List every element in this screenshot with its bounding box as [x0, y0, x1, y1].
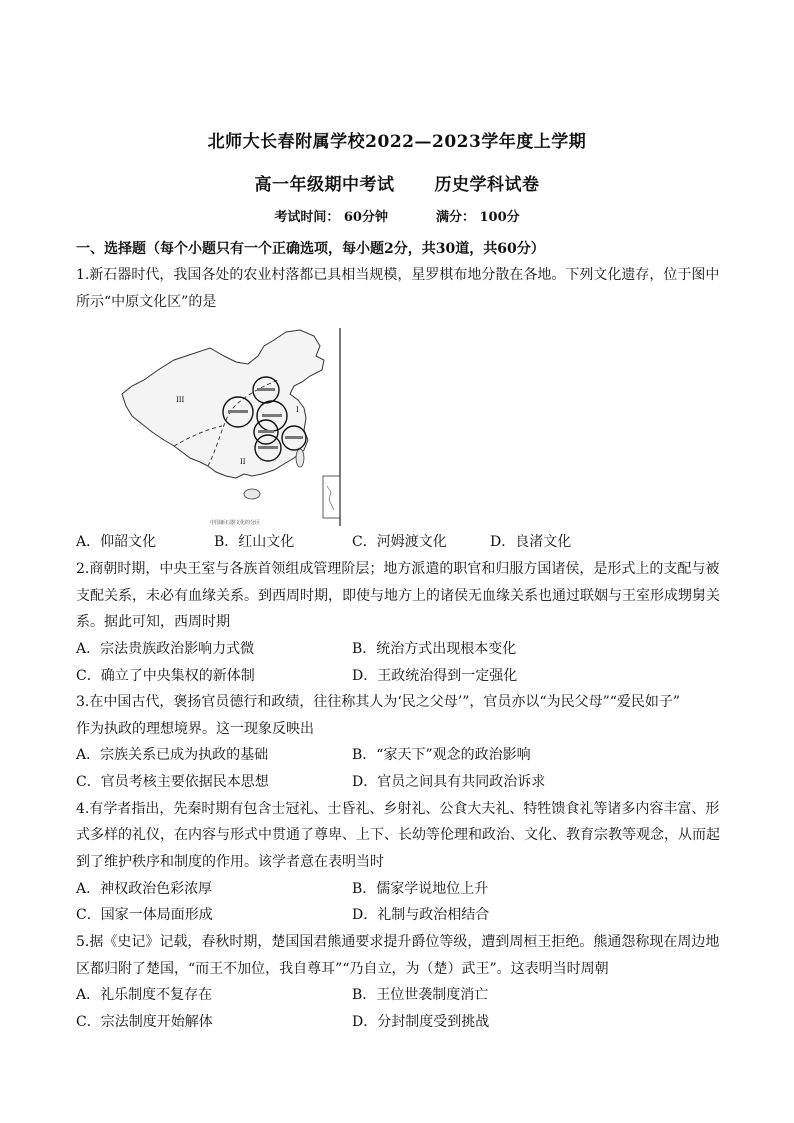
- q3-option-b[interactable]: B．“家天下”观念的政治影响: [352, 747, 531, 763]
- exam-title: 北师大长春附属学校2022—2023学年度上学期: [207, 132, 587, 152]
- grade-exam-label: 高一年级期中考试: [254, 175, 395, 195]
- q2-option-c[interactable]: C．确立了中央集权的新体制: [76, 668, 255, 684]
- q4-option-c[interactable]: C．国家一体局面形成: [76, 907, 213, 923]
- q5-option-a[interactable]: A．礼乐制度不复存在: [76, 987, 213, 1003]
- exam-subtitle: [0, 170, 794, 195]
- question-3-line-1: 3.在中国古代，褒扬官员德行和政绩，往往称其人为‘民之父母’”，官员亦以“为民父母”“爱民如子”: [76, 694, 681, 710]
- section-title: 一、选择题（每个小题只有一个正确选项，每小题2分，共30道，共60分）: [76, 241, 545, 257]
- q1-option-b[interactable]: B．红山文化: [214, 534, 295, 550]
- question-4-line-1: 4.有学者指出，先秦时期有包含士冠礼、士昏礼、乡射礼、公食大夫礼、特牲馈食礼等诸多内容丰富、形: [76, 801, 720, 817]
- question-2-line-2: 支配关系，未必有血缘关系。到西周时期，即使与地方上的诸侯无血缘关系也通过联姻与王室形成甥舅关: [76, 588, 720, 604]
- q4-option-b[interactable]: B．儒家学说地位上升: [352, 881, 489, 897]
- q4-option-a[interactable]: A．神权政治色彩浓厚: [76, 881, 213, 897]
- q1-option-c[interactable]: C．河姆渡文化: [352, 534, 447, 550]
- q5-option-b[interactable]: B．王位世袭制度消亡: [352, 987, 489, 1003]
- q4-option-d[interactable]: D．礼制与政治相结合: [352, 907, 490, 923]
- question-4-line-2: 式多样的礼仪，在内容与形式中贯通了尊卑、上下、长幼等伦理和政治、文化、教育宗教等观念，从而起: [76, 827, 720, 843]
- neolithic-culture-map: [118, 326, 344, 528]
- question-4-line-3: 到了维护秩序和制度的作用。该学者意在表明当时: [76, 854, 384, 870]
- question-3-line-2: 作为执政的理想境界。这一现象反映出: [76, 721, 314, 737]
- map-caption: 中国新石器文化的分区: [210, 520, 261, 526]
- question-5-line-1: 5.据《史记》记载，春秋时期，楚国国君熊通要求提升爵位等级，遭到周桓王拒绝。熊通怨称现在周边地: [76, 934, 720, 950]
- question-1-line-1: 1.新石器时代，我国各处的农业村落都已具相当规模，星罗棋布地分散在各地。下列文化遗存，位于图中: [76, 267, 720, 283]
- q5-option-c[interactable]: C．宗法制度开始解体: [76, 1014, 213, 1030]
- exam-info: [0, 206, 794, 225]
- q3-option-c[interactable]: C．官员考核主要依据民本思想: [76, 774, 269, 790]
- q3-option-a[interactable]: A．宗族关系已成为执政的基础: [76, 747, 269, 763]
- q1-option-d[interactable]: D．良渚文化: [490, 534, 572, 550]
- exam-time: 考试时间： 60分钟: [274, 210, 388, 225]
- q1-option-a[interactable]: A．仰韶文化: [76, 534, 157, 550]
- exam-score: 满分： 100分: [435, 210, 520, 225]
- question-2-line-1: 2.商朝时期，中央王室与各族首领组成管理阶层；地方派遣的职官和归服方国诸侯，是形式上的支配与被: [76, 561, 720, 577]
- question-1-line-2: 所示“中原文化区”的是: [76, 294, 217, 310]
- map-label-iii: III: [176, 396, 185, 404]
- map-label-i: I: [296, 406, 299, 414]
- question-5-line-2: 区都归附了楚国，“而王不加位，我自尊耳”“乃自立，为（楚）武王”。这表明当时周朝: [76, 961, 609, 977]
- subject-label: 历史学科试卷: [434, 175, 540, 195]
- q2-option-d[interactable]: D．王政统治得到一定强化: [352, 668, 518, 684]
- map-label-ii: II: [240, 458, 246, 466]
- question-2-line-3: 系。据此可知，西周时期: [76, 614, 230, 630]
- q2-option-a[interactable]: A．宗法贵族政治影响力式微: [76, 641, 255, 657]
- q5-option-d[interactable]: D．分封制度受到挑战: [352, 1014, 490, 1030]
- q3-option-d[interactable]: D．官员之间具有共同政治诉求: [352, 774, 546, 790]
- q2-option-b[interactable]: B．统治方式出现根本变化: [352, 641, 517, 657]
